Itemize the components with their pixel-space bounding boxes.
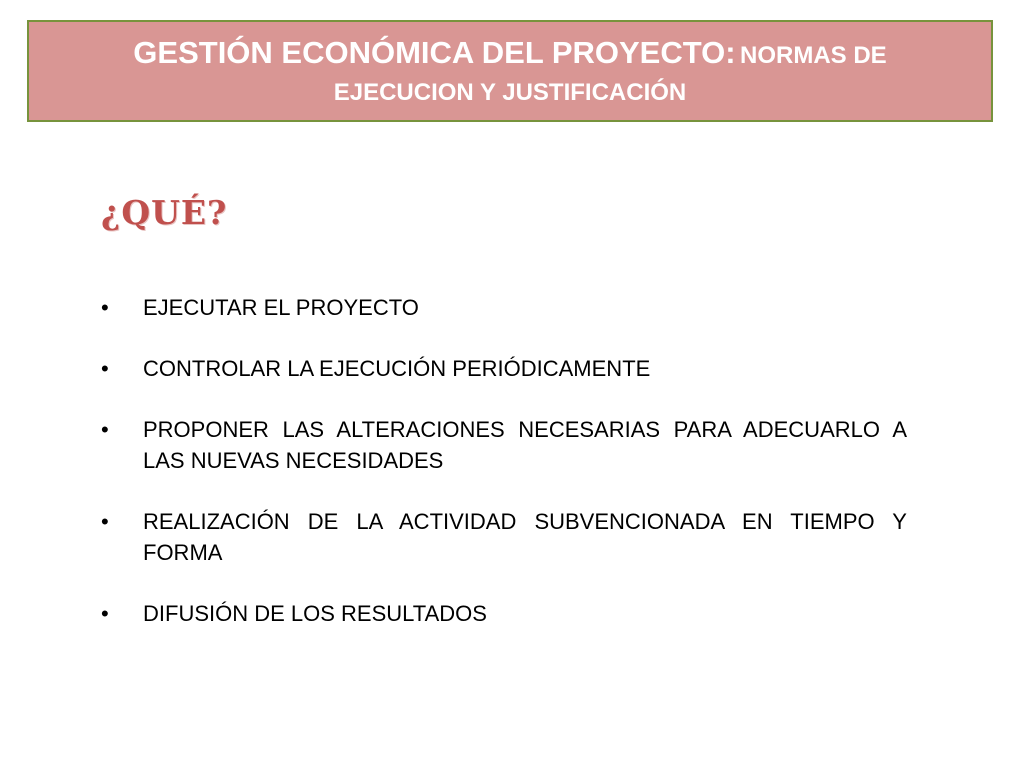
bullet-item: • PROPONER LAS ALTERACIONES NECESARIAS PARA ADECUARLO A LAS NUEVAS NECESIDADES (101, 414, 907, 476)
slide-title-box (27, 20, 993, 122)
slide-title-subtitle-start: NORMAS DE (740, 42, 887, 69)
bullet-item: • EJECUTAR EL PROYECTO (101, 292, 907, 323)
slide-title-subtitle-end: EJECUCION Y JUSTIFICACIÓN (333, 79, 687, 106)
bullet-item: • DIFUSIÓN DE LOS RESULTADOS (101, 598, 907, 629)
bullet-list (101, 292, 907, 659)
bullet-item: • CONTROLAR LA EJECUCIÓN PERIÓDICAMENTE (101, 353, 907, 384)
bullet-item: • REALIZACIÓN DE LA ACTIVIDAD SUBVENCIONADA EN TIEMPO Y FORMA (101, 506, 907, 568)
slide-title-line-1 (29, 34, 991, 78)
section-heading: ¿QUÉ? (101, 193, 228, 232)
slide-title-main: GESTIÓN ECONÓMICA DEL PROYECTO: (133, 35, 736, 70)
